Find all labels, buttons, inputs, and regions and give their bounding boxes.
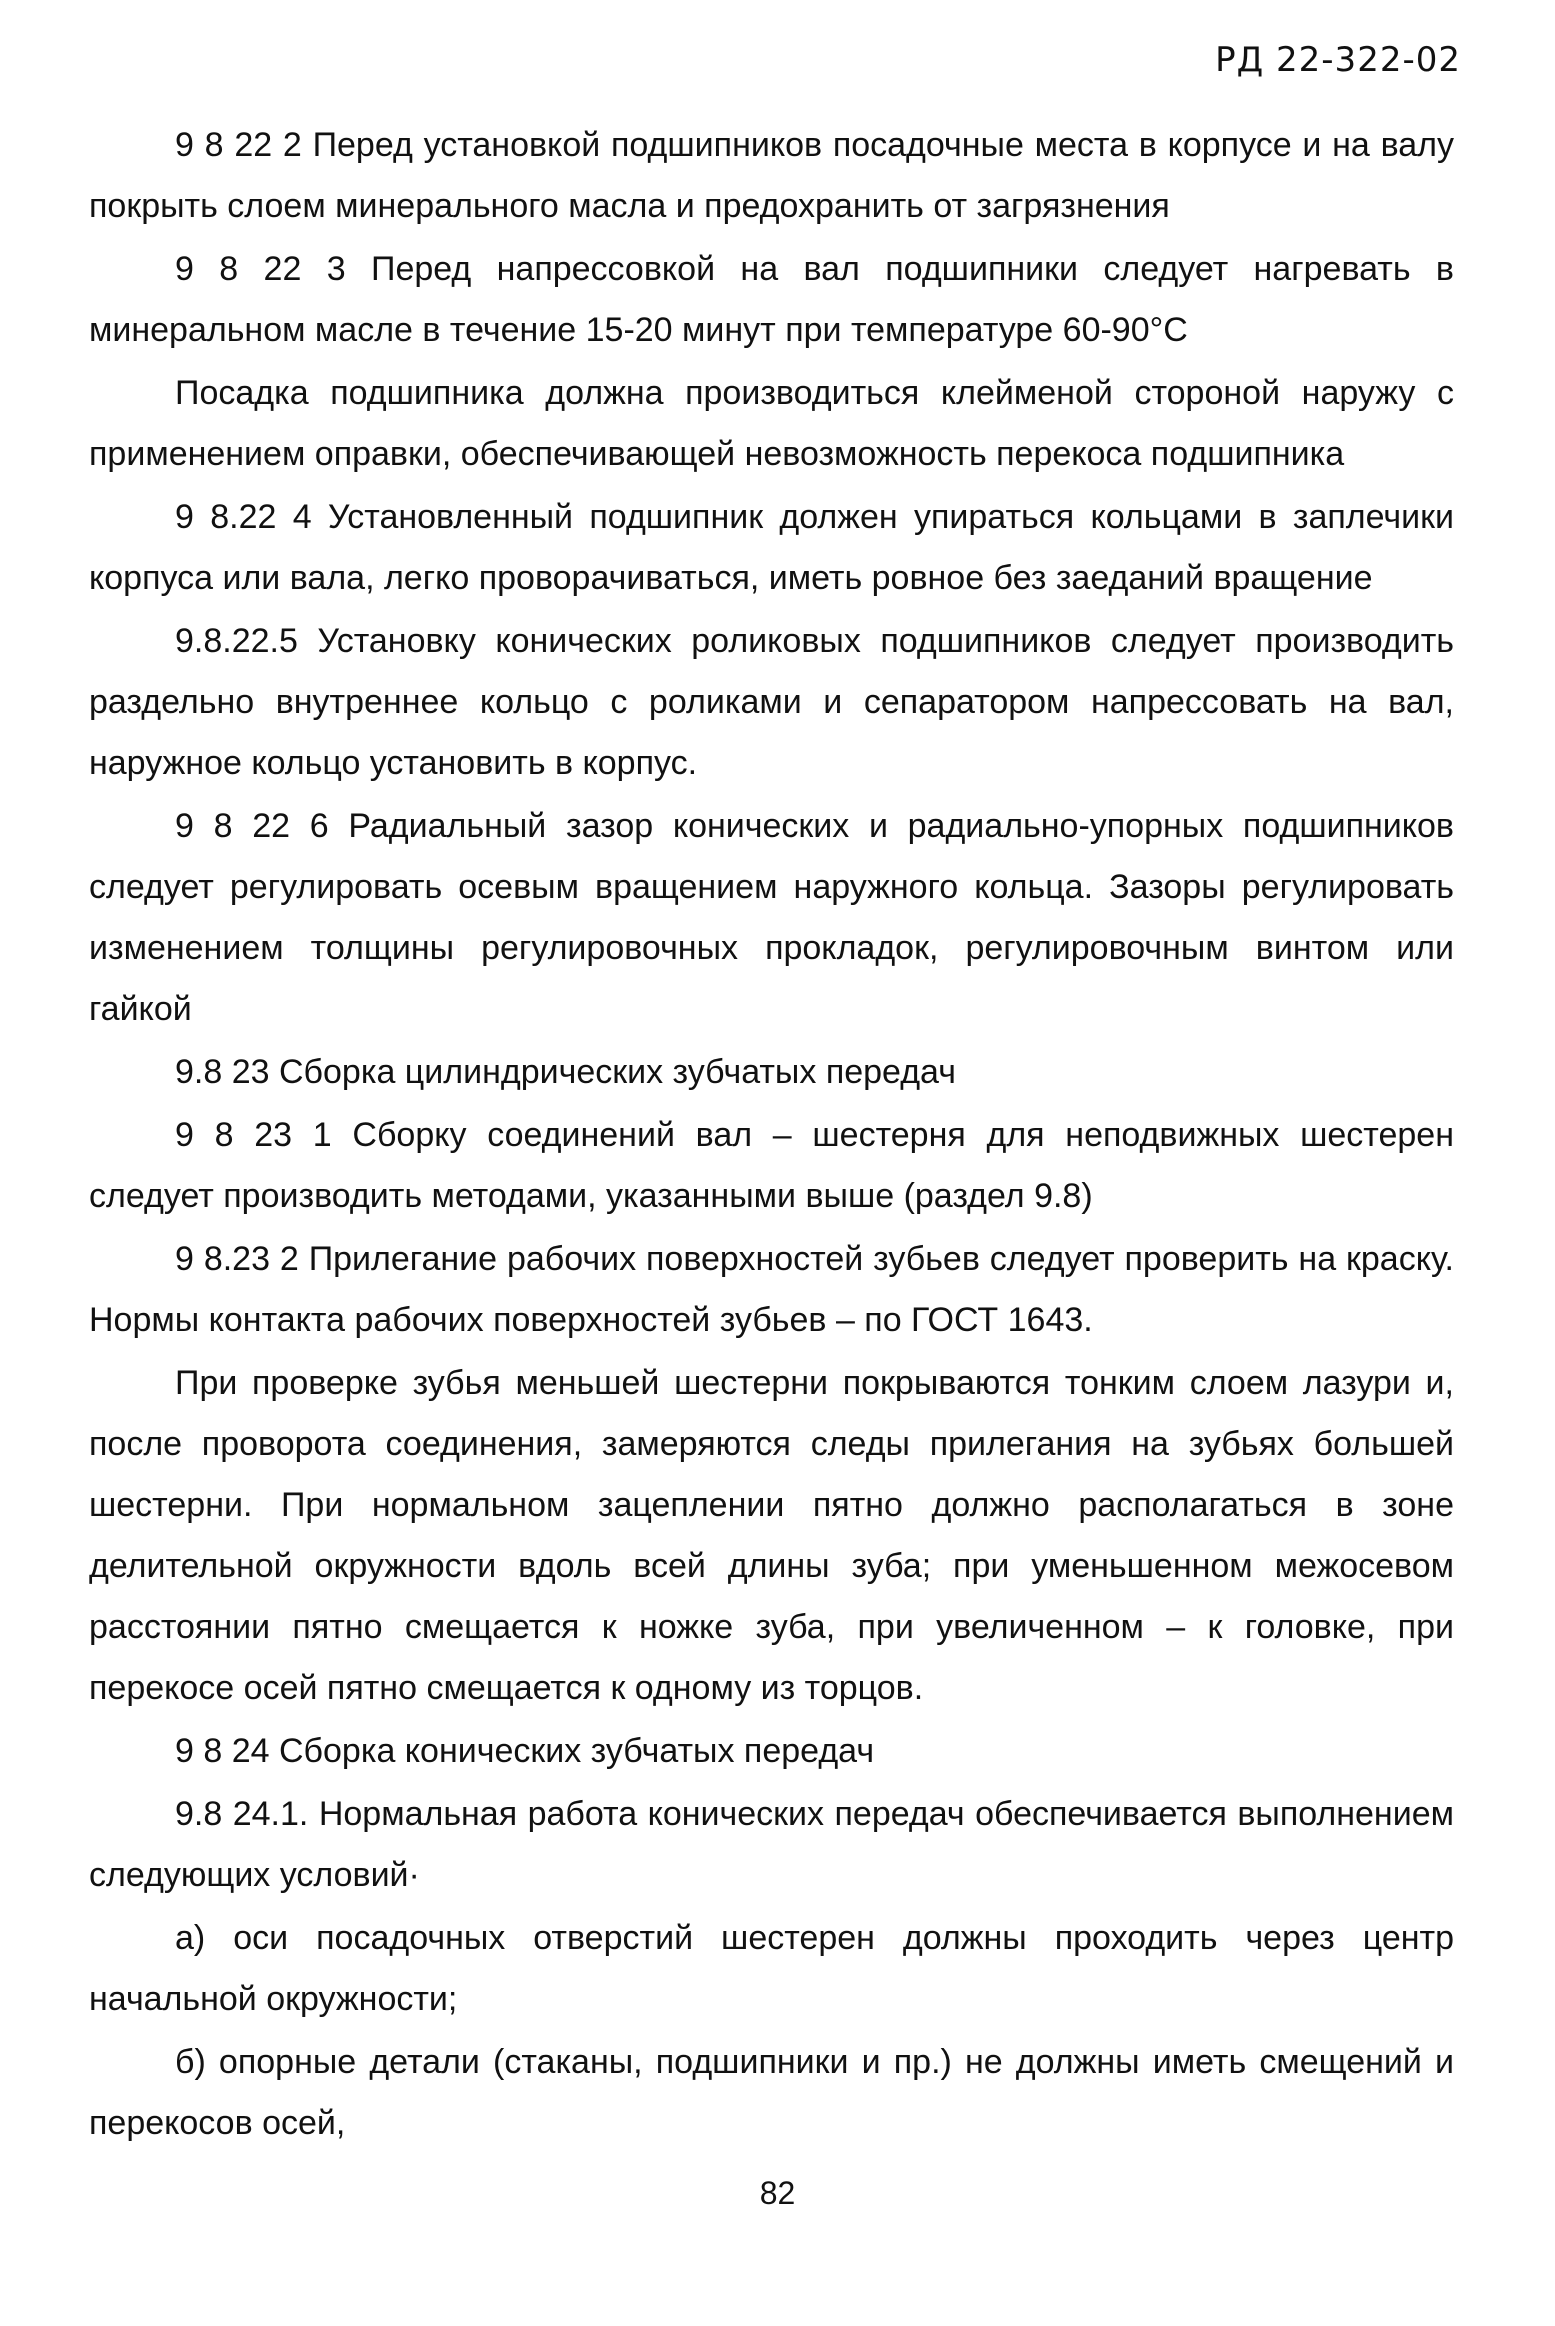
section-heading-9-8-24: 9 8 24 Сборка конических зубчатых передач: [175, 1732, 875, 1770]
paragraph-9-8-23-1: 9 8 23 1 Сборку соединений вал – шестерня для неподвижных шестерен следует производить методами, указанными выше (раздел 9.8): [89, 1116, 1454, 1215]
paragraph-9-8-22-3: 9 8 22 3 Перед напрессовкой на вал подшипники следует нагревать в минеральном масле в течение 15-20 минут при температуре 60-90°С: [89, 250, 1454, 349]
paragraph-9-8-22-2: 9 8 22 2 Перед установкой подшипников посадочные места в корпусе и на валу покрыть слоем минерального масла и предохранить от загрязнения: [89, 126, 1454, 225]
document-body: [89, 115, 1454, 2156]
list-item-b: б) опорные детали (стаканы, подшипники и пр.) не должны иметь смещений и перекосов осей,: [89, 2043, 1454, 2142]
paragraph-tooth-contact-check: При проверке зубья меньшей шестерни покрываются тонким слоем лазури и, после проворота соединения, замеряются следы прилегания на зубьях большей шестерни. При нормальном зацеплении пятно должно располагаться в зоне делительной окружности вдоль всей длины зуба; при уменьшенном межосевом расстоянии пятно смещается к ножке зуба, при увеличенном – к головке, при перекосе осей пятно смещается к одному из торцов.: [89, 1364, 1454, 1707]
list-item-a: а) оси посадочных отверстий шестерен должны проходить через центр начальной окружности;: [89, 1919, 1454, 2018]
document-code: РД 22-322-02: [1215, 40, 1461, 80]
paragraph-9-8-22-4: 9 8.22 4 Установленный подшипник должен упираться кольцами в заплечики корпуса или вала, легко проворачиваться, иметь ровное без заеданий вращение: [89, 498, 1454, 597]
paragraph-9-8-22-6: 9 8 22 6 Радиальный зазор конических и радиально-упорных подшипников следует регулировать осевым вращением наружного кольца. Зазоры регулировать изменением толщины регулировочных прокладок, регулировочным винтом или гайкой: [89, 807, 1454, 1028]
paragraph-bearing-fit: Посадка подшипника должна производиться клейменой стороной наружу с применением оправки, обеспечивающей невозможность перекоса подшипника: [89, 374, 1454, 473]
section-heading-9-8-23: 9.8 23 Сборка цилиндрических зубчатых передач: [175, 1053, 956, 1091]
paragraph-9-8-22-5: 9.8.22.5 Установку конических роликовых подшипников следует производить раздельно внутреннее кольцо с роликами и сепаратором напрессовать на вал, наружное кольцо установить в корпус.: [89, 622, 1454, 782]
paragraph-9-8-24-1: 9.8 24.1. Нормальная работа конических передач обеспечивается выполнением следующих условий·: [89, 1795, 1454, 1894]
page-number: 82: [759, 2175, 796, 2211]
paragraph-9-8-23-2: 9 8.23 2 Прилегание рабочих поверхностей зубьев следует проверить на краску. Нормы контакта рабочих поверхностей зубьев – по ГОСТ 1643.: [89, 1240, 1454, 1339]
